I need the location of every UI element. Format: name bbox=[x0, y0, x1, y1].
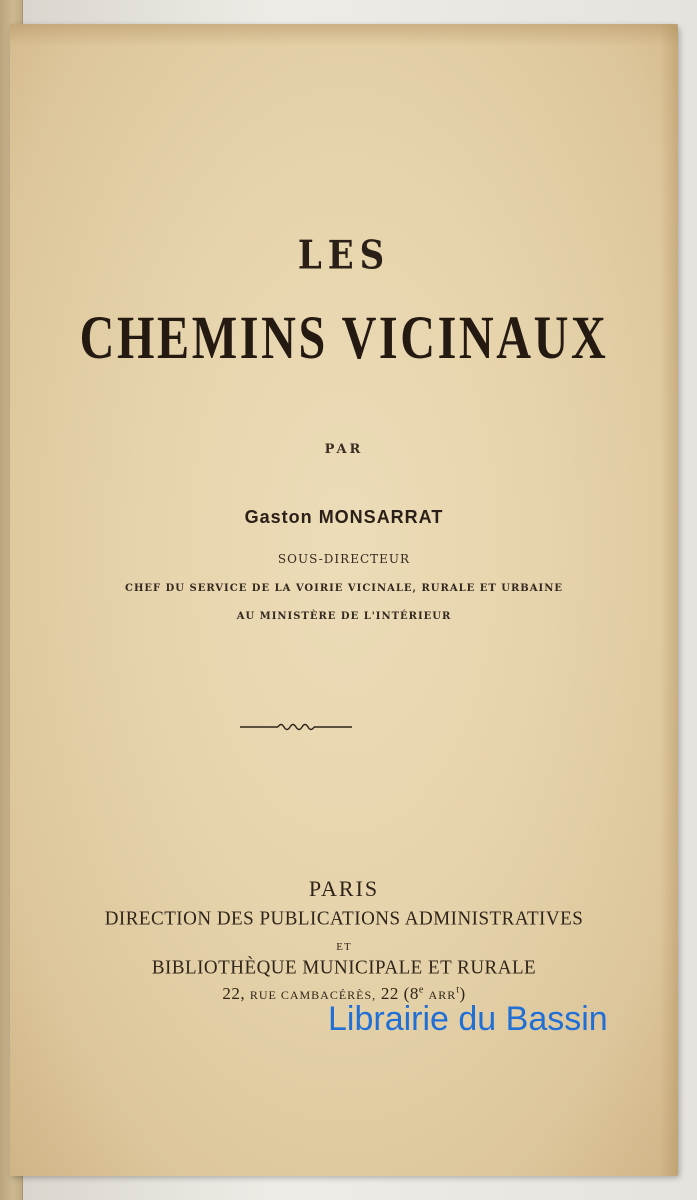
author-last-name: MONSARRAT bbox=[318, 507, 444, 527]
author-role-2: CHEF DU SERVICE DE LA VOIRIE VICINALE, RURALE ET URBAINE bbox=[125, 583, 563, 594]
address-number-2: 22 (8 bbox=[380, 984, 419, 1003]
ornament-divider bbox=[240, 718, 354, 734]
address-street: RUE CAMBACÉRÈS, bbox=[249, 988, 377, 1002]
watermark-text: Librairie du Bassin bbox=[328, 1000, 608, 1038]
publication-city: PARIS bbox=[308, 876, 380, 901]
address-close: ) bbox=[459, 984, 466, 1003]
publisher-line-2: BIBLIOTHÈQUE MUNICIPALE ET RURALE bbox=[151, 956, 537, 979]
publisher-and: ET bbox=[336, 941, 352, 953]
address-arrondissement: ARR bbox=[428, 988, 457, 1002]
address-superscript: e bbox=[418, 984, 424, 996]
page-top-shading bbox=[10, 24, 678, 46]
author-first-name: Gaston bbox=[244, 507, 313, 527]
author-name bbox=[10, 507, 678, 528]
title-line-1: LES bbox=[297, 233, 391, 279]
author-role-1: SOUS-DIRECTEUR bbox=[277, 552, 411, 566]
by-line: PAR bbox=[324, 442, 364, 457]
author-role-3: AU MINISTÈRE DE L'INTÉRIEUR bbox=[236, 611, 452, 622]
publisher-line-1: DIRECTION DES PUBLICATIONS ADMINISTRATIVES bbox=[104, 907, 584, 930]
title-line-2: CHEMINS VICINAUX bbox=[79, 303, 609, 373]
address-superscript-2: t bbox=[456, 984, 460, 996]
address-number: 22, bbox=[222, 984, 246, 1003]
